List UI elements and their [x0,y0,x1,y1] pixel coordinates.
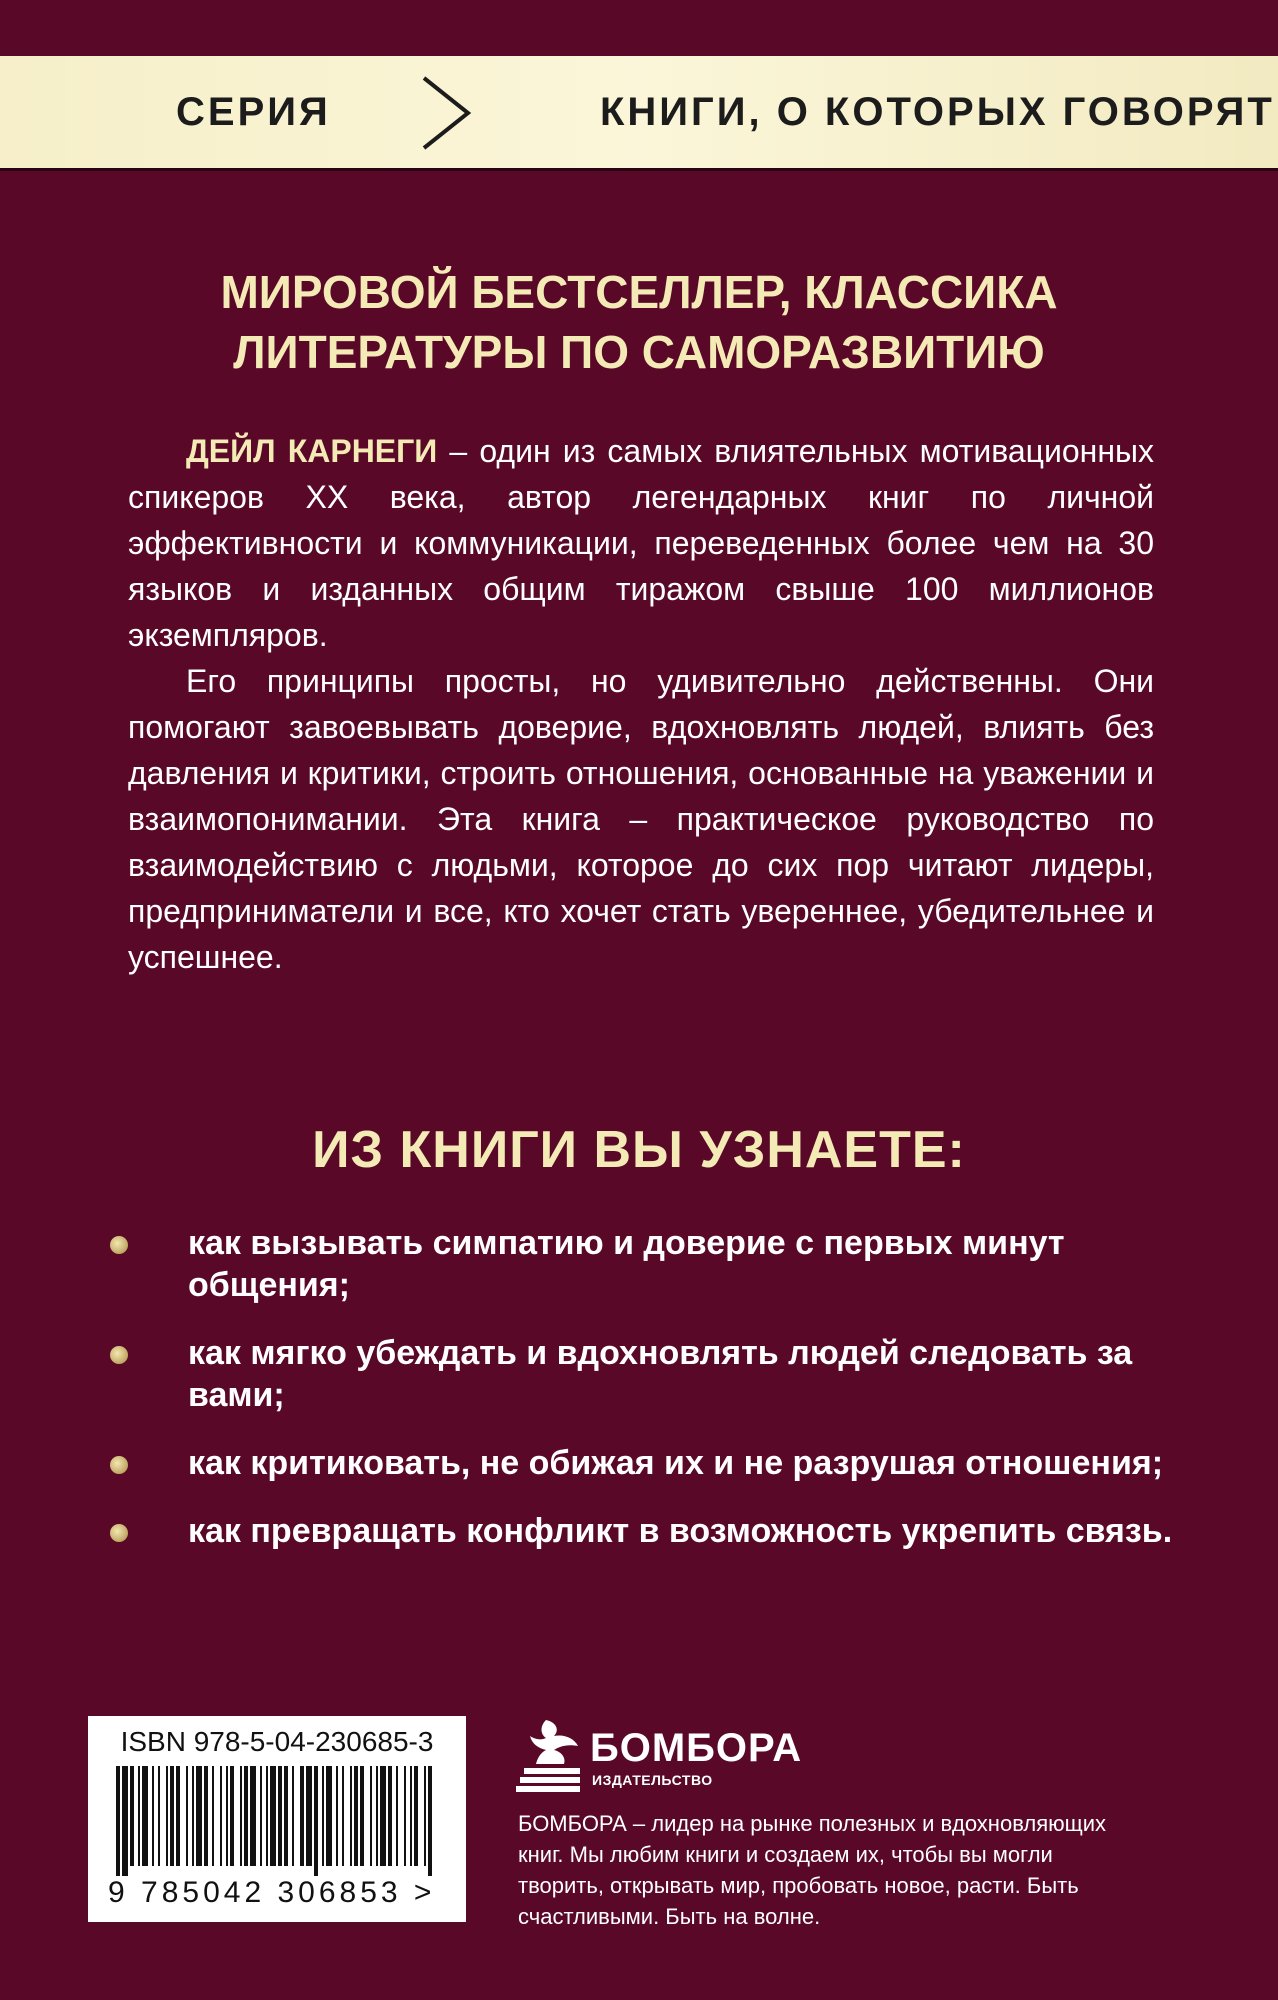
barcode-bar [138,1766,140,1866]
barcode-bar [428,1766,432,1876]
list-item [96,1222,1176,1306]
barcode-bar [250,1766,256,1866]
list-item [96,1442,1176,1484]
barcode-bar [350,1766,352,1866]
barcode-bar [270,1766,276,1866]
barcode-bar [192,1766,194,1866]
description-paragraph-2: Его принципы просты, но удивительно действенны. Они помогают завоевывать доверие, вдохновлять людей, влиять без давления и критики, строить отношения, основанные на уважении и взаимопонимании. Эта книга – практическое руководство по взаимодействию с людьми, которое до сих пор читают лидеры, предприниматели и все, кто хочет стать увереннее, убедительнее и успешнее. [128,663,1154,975]
headline-line-1: МИРОВОЙ БЕСТСЕЛЛЕР, КЛАССИКА [220,266,1058,318]
series-label: СЕРИЯ [176,90,331,134]
barcode-bar [116,1766,120,1876]
list-item [96,1332,1176,1416]
barcode-bar [220,1766,222,1866]
barcode-bar [158,1766,160,1866]
barcode-bar [244,1766,248,1866]
barcode-bar [240,1766,242,1866]
barcode-bar [370,1766,372,1866]
barcode-bar [326,1766,332,1866]
barcode-bar [226,1766,228,1866]
barcode-bar [176,1766,180,1866]
barcode-bar [170,1766,174,1866]
barcode-bar [306,1766,312,1866]
learn-list [96,1222,1176,1578]
barcode-bar [414,1766,418,1866]
headline-line-2: ЛИТЕРАТУРЫ ПО САМОРАЗВИТИЮ [233,326,1045,378]
barcode [88,1716,466,1922]
author-name: ДЕЙЛ КАРНЕГИ [186,433,438,469]
barcode-bars [112,1766,442,1876]
barcode-bar [380,1766,386,1866]
barcode-bar [278,1766,282,1866]
barcode-bar [186,1766,188,1866]
barcode-bar [424,1766,426,1866]
learn-heading: ИЗ КНИГИ ВЫ УЗНАЕТЕ: [312,1121,966,1179]
barcode-bar [322,1766,324,1866]
description-paragraph-1 [128,428,1154,658]
barcode-bar [396,1766,398,1866]
barcode-digits: 9 785042 306853 > [108,1876,436,1909]
barcode-bar [122,1766,128,1876]
barcode-bar [342,1766,344,1866]
bombora-logo-icon [516,1716,582,1796]
publisher-subtitle: ИЗДАТЕЛЬСТВО [592,1772,713,1788]
barcode-bar [166,1766,168,1866]
barcode-bar [360,1766,364,1866]
barcode-bar [142,1766,148,1866]
barcode-bar [336,1766,338,1866]
barcode-bar [266,1766,268,1866]
barcode-bar [376,1766,378,1866]
barcode-bar [130,1766,134,1866]
publisher-name: БОМБОРА [590,1726,803,1770]
barcode-bar [292,1766,294,1866]
list-item [96,1510,1176,1552]
publisher-logo [516,1716,803,1796]
barcode-bar [354,1766,358,1866]
headline [100,262,1178,382]
isbn-label: ISBN 978-5-04-230685-3 [120,1726,434,1757]
bullet-icon [110,1346,128,1364]
chevron-right-icon [418,74,474,152]
list-item-text: как мягко убеждать и вдохновлять людей следовать за вами; [188,1334,1133,1414]
barcode-bar [260,1766,262,1866]
barcode-bar [284,1766,288,1866]
barcode-bar [212,1766,214,1866]
list-item-text: как критиковать, не обижая их и не разрушая отношения; [188,1444,1164,1482]
series-name: КНИГИ, О КОТОРЫХ ГОВОРЯТ [600,90,1275,134]
list-item-text: как вызывать симпатию и доверие с первых минут общения; [188,1224,1065,1304]
barcode-bar [404,1766,406,1866]
barcode-bar [230,1766,234,1866]
bullet-icon [110,1236,128,1254]
description-paragraph-1-text: – один из самых влиятельных мотивационных спикеров XX века, автор легендарных книг по личной эффективности и коммуникации, переведенных более чем на 30 языков и изданных общим тиражом свыше 100 миллионов экземпляров. [128,433,1155,653]
publisher-description: БОМБОРА – лидер на рынке полезных и вдохновляющих книг. Мы любим книги и создаем их, чтобы вы могли творить, открывать мир, пробовать новое, расти. Быть счастливыми. Быть на волне. [518,1811,1107,1929]
barcode-bar [204,1766,208,1866]
barcode-bar [388,1766,392,1866]
barcode-bar [314,1766,318,1876]
description [128,428,1154,980]
barcode-bar [410,1766,412,1866]
barcode-bar [300,1766,304,1866]
list-item-text: как превращать конфликт в возможность укрепить связь. [188,1512,1173,1550]
bullet-icon [110,1456,128,1474]
barcode-bar [196,1766,202,1866]
barcode-bar [152,1766,154,1866]
series-banner [0,56,1278,171]
bullet-icon [110,1524,128,1542]
